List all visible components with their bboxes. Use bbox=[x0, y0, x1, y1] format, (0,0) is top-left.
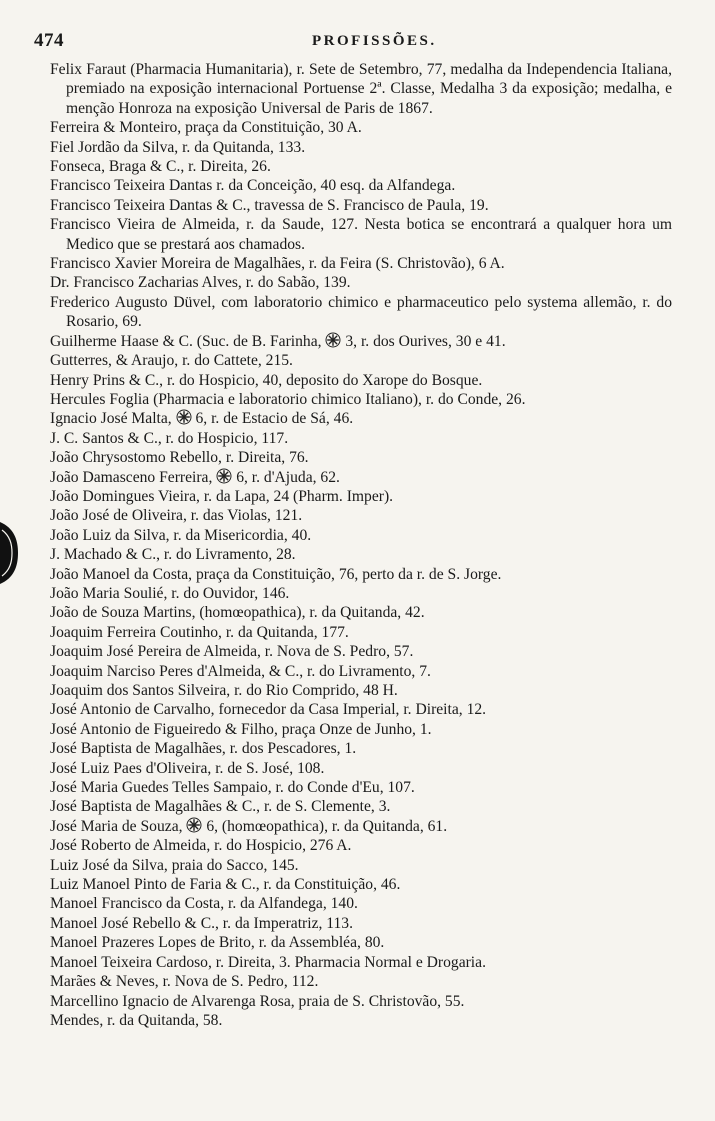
list-item: Manoel José Rebello & C., r. da Imperatriz, 113. bbox=[50, 914, 353, 932]
list-item: Joaquim dos Santos Silveira, r. do Rio Comprido, 48 H. bbox=[50, 682, 398, 699]
list-item: Francisco Xavier Moreira de Magalhães, r. da Feira (S. Christovão), 6 A. bbox=[50, 255, 505, 273]
list-item: Manoel Teixeira Cardoso, r. Direita, 3. Pharmacia Normal e Drogaria. bbox=[50, 953, 486, 971]
list-item: Hercules Foglia (Pharmacia e laboratorio chimico Italiano), r. do Conde, 26. bbox=[50, 390, 526, 408]
list-item bbox=[50, 817, 672, 836]
list-item: Mendes, r. da Quitanda, 58. bbox=[50, 1011, 223, 1029]
list-item: João Luiz da Silva, r. da Misericordia, 40. bbox=[50, 526, 312, 544]
list-item: Marães & Neves, r. Nova de S. Pedro, 112. bbox=[50, 973, 319, 991]
list-item: João Chrysostomo Rebello, r. Direita, 76. bbox=[50, 449, 309, 467]
list-item: Dr. Francisco Zacharias Alves, r. do Sabão, 139. bbox=[50, 274, 351, 292]
entry-text-before-ornament: José Maria de Souza, bbox=[50, 817, 183, 835]
list-item: José Luiz Paes d'Oliveira, r. de S. José, 108. bbox=[50, 759, 325, 777]
entry-text-after-ornament: 3, r. dos Ourives, 30 e 41. bbox=[345, 332, 506, 350]
list-item: Henry Prins & C., r. do Hospicio, 40, deposito do Xarope do Bosque. bbox=[50, 371, 483, 389]
page-number: 474 bbox=[34, 30, 64, 51]
entry-list bbox=[50, 60, 672, 1030]
list-item: Joaquim Ferreira Coutinho, r. da Quitanda, 177. bbox=[50, 623, 349, 641]
list-item: Fonseca, Braga & C., r. Direita, 26. bbox=[50, 158, 271, 176]
list-item: Manoel Prazeres Lopes de Brito, r. da Assembléa, 80. bbox=[50, 934, 385, 952]
list-item: José Maria Guedes Telles Sampaio, r. do Conde d'Eu, 107. bbox=[50, 779, 415, 797]
list-item bbox=[50, 332, 672, 351]
list-item: Fiel Jordão da Silva, r. da Quitanda, 133. bbox=[50, 138, 306, 156]
list-item: José Baptista de Magalhães & C., r. de S. Clemente, 3. bbox=[50, 798, 391, 816]
list-item: Frederico Augusto Düvel, com laboratorio chimico e pharmaceutico pelo systema allemão, r. do Rosario, 69. bbox=[50, 293, 672, 331]
entry-text-after-ornament: 6, r. de Estacio de Sá, 46. bbox=[195, 410, 354, 428]
list-item bbox=[50, 409, 672, 428]
list-item: Gutterres, & Araujo, r. do Cattete, 215. bbox=[50, 352, 293, 370]
list-item: João Maria Soulié, r. do Ouvidor, 146. bbox=[50, 584, 290, 602]
list-item: Felix Faraut (Pharmacia Humanitaria), r. Sete de Setembro, 77, medalha da Independencia Italiana, premiado na exposição internacional Portuense 2ª. Classe, Medalha 3 da exposição; medalha, e menção Honroza na exposição Universal de Paris de 1867. bbox=[50, 61, 672, 117]
entry-text-before-ornament: João Damasceno Ferreira, bbox=[50, 468, 213, 486]
list-item: Francisco Teixeira Dantas r. da Conceição, 40 esq. da Alfandega. bbox=[50, 177, 456, 195]
list-item: Luiz Manoel Pinto de Faria & C., r. da Constituição, 46. bbox=[50, 876, 401, 894]
star-of-life-icon bbox=[186, 817, 202, 833]
star-of-life-icon bbox=[176, 409, 192, 425]
entry-text-after-ornament: 6, (homœopathica), r. da Quitanda, 61. bbox=[206, 817, 448, 835]
list-item: J. Machado & C., r. do Livramento, 28. bbox=[50, 546, 296, 564]
list-item: José Roberto de Almeida, r. do Hospicio, 276 A. bbox=[50, 837, 352, 855]
star-of-life-icon bbox=[216, 468, 232, 484]
list-item: J. C. Santos & C., r. do Hospicio, 117. bbox=[50, 429, 289, 447]
list-item: João José de Oliveira, r. das Violas, 121. bbox=[50, 507, 303, 525]
list-item: Francisco Teixeira Dantas & C., travessa de S. Francisco de Paula, 19. bbox=[50, 196, 489, 214]
page-edge-tab-icon bbox=[0, 522, 20, 584]
list-item: José Baptista de Magalhães, r. dos Pescadores, 1. bbox=[50, 740, 357, 758]
list-item: João de Souza Martins, (homœopathica), r. da Quitanda, 42. bbox=[50, 604, 425, 622]
list-item: Joaquim Narciso Peres d'Almeida, & C., r. do Livramento, 7. bbox=[50, 662, 431, 680]
list-item bbox=[50, 468, 672, 487]
list-item: José Antonio de Figueiredo & Filho, praça Onze de Junho, 1. bbox=[50, 720, 432, 738]
list-item: Manoel Francisco da Costa, r. da Alfandega, 140. bbox=[50, 895, 358, 913]
page-header bbox=[32, 30, 667, 56]
entry-text-before-ornament: Ignacio José Malta, bbox=[50, 410, 172, 428]
list-item: Marcellino Ignacio de Alvarenga Rosa, praia de S. Christovão, 55. bbox=[50, 992, 465, 1010]
list-item: José Antonio de Carvalho, fornecedor da Casa Imperial, r. Direita, 12. bbox=[50, 701, 487, 719]
list-item: Joaquim José Pereira de Almeida, r. Nova de S. Pedro, 57. bbox=[50, 643, 414, 661]
list-item: João Domingues Vieira, r. da Lapa, 24 (Pharm. Imper). bbox=[50, 487, 394, 505]
entry-text-before-ornament: Guilherme Haase & C. (Suc. de B. Farinha, bbox=[50, 332, 322, 350]
running-title: PROFISSÕES. bbox=[312, 33, 437, 49]
list-item: João Manoel da Costa, praça da Constituição, 76, perto da r. de S. Jorge. bbox=[50, 565, 502, 583]
star-of-life-icon bbox=[325, 332, 341, 348]
list-item: Francisco Vieira de Almeida, r. da Saude, 127. Nesta botica se encontrará a qualquer hora um Medico que se prestará aos chamados. bbox=[50, 216, 672, 253]
list-item: Ferreira & Monteiro, praça da Constituição, 30 A. bbox=[50, 119, 362, 137]
list-item: Luiz José da Silva, praia do Sacco, 145. bbox=[50, 856, 299, 874]
entry-text-after-ornament: 6, r. d'Ajuda, 62. bbox=[236, 468, 340, 486]
